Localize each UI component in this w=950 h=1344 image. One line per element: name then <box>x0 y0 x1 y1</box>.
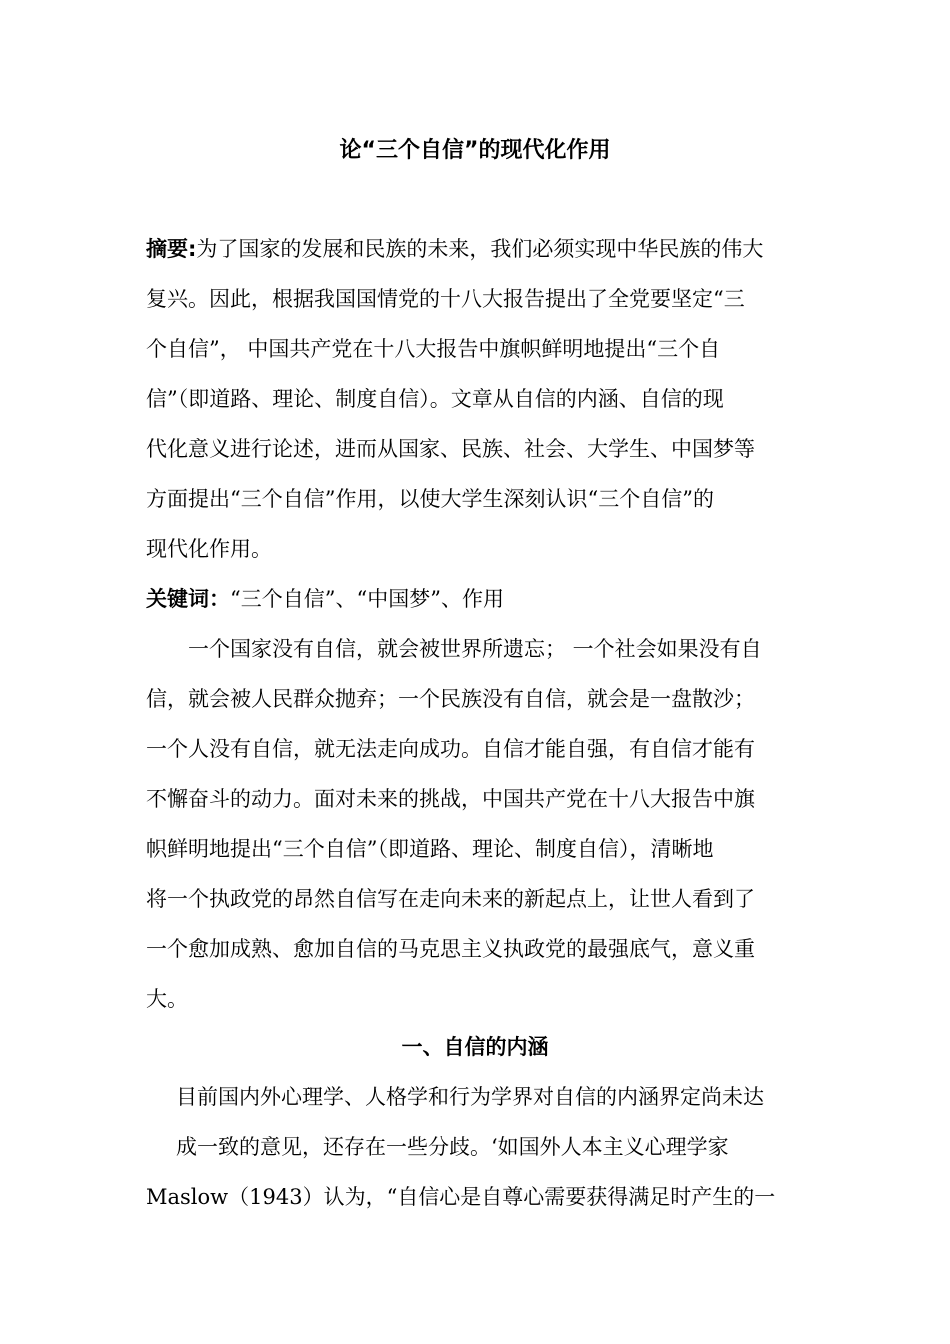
keywords-label: 关键词： <box>146 587 230 611</box>
abstract-label: 摘要: <box>146 237 197 261</box>
section1-line-1: 目前国内外心理学、人格学和行为学界对自信的内涵界定尚未达 <box>176 1085 764 1109</box>
intro-line-6: 将一个执政党的昂然自信写在走向未来的新起点上，让世人看到了 <box>146 887 755 911</box>
abstract-line-4: 信”（即道路、理论、制度自信）。文章从自信的内涵、自信的现 <box>146 387 724 411</box>
intro-line-1: 一个国家没有自信，就会被世界所遗忘； 一个社会如果没有自 <box>188 637 762 661</box>
abstract-line-1 <box>146 224 763 274</box>
section1-line-3: Maslow（1943）认为，“自信心是自尊心需要获得满足时产生的一 <box>146 1185 776 1209</box>
keywords-text: “三个自信”、“中国梦”、作用 <box>230 587 504 611</box>
section-heading: 一、自信的内涵 <box>401 1035 549 1059</box>
intro-line-2: 信，就会被人民群众抛弃；一个民族没有自信，就会是一盘散沙； <box>146 687 755 711</box>
abstract-line-6: 方面提出“三个自信”作用，以使大学生深刻认识“三个自信”的 <box>146 487 714 511</box>
document-title: 论“三个自信”的现代化作用 <box>339 138 611 163</box>
keywords-line <box>146 574 504 624</box>
intro-line-8: 大。 <box>146 987 188 1011</box>
intro-line-4: 不懈奋斗的动力。面对未来的挑战，中国共产党在十八大报告中旗 <box>146 787 755 811</box>
section1-line-2: 成一致的意见，还存在一些分歧。‘如国外人本主义心理学家 <box>176 1135 729 1159</box>
intro-line-5: 帜鲜明地提出“三个自信”（即道路、理论、制度自信），清晰地 <box>146 837 714 861</box>
abstract-line-5: 代化意义进行论述，进而从国家、民族、社会、大学生、中国梦等 <box>146 437 755 461</box>
abstract-text: 为了国家的发展和民族的未来，我们必须实现中华民族的伟大 <box>196 237 764 261</box>
abstract-line-2: 复兴。因此，根据我国国情党的十八大报告提出了全党要坚定“三 <box>146 287 745 311</box>
abstract-line-3: 个自信”， 中国共产党在十八大报告中旗帜鲜明地提出“三个自 <box>146 337 721 361</box>
abstract-line-7: 现代化作用。 <box>146 537 272 561</box>
intro-line-7: 一个愈加成熟、愈加自信的马克思主义执政党的最强底气，意义重 <box>146 937 755 961</box>
intro-line-3: 一个人没有自信，就无法走向成功。自信才能自强，有自信才能有 <box>146 737 755 761</box>
